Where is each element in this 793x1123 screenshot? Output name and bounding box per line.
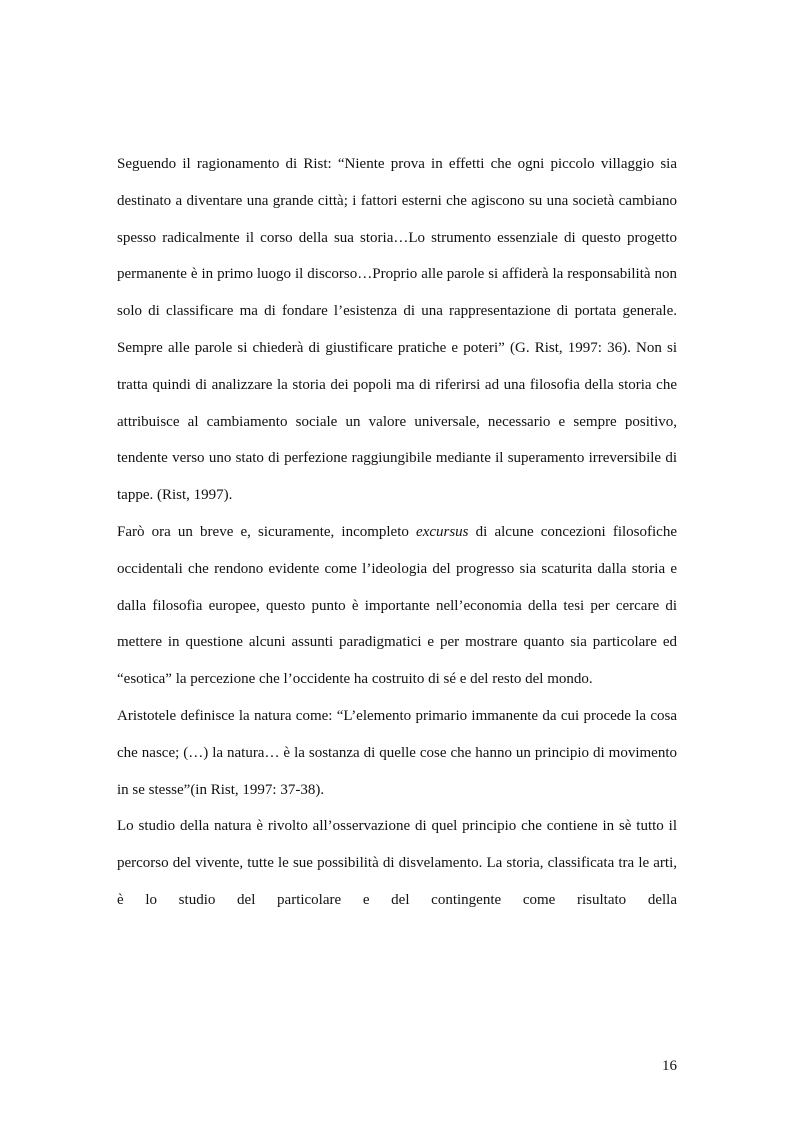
paragraph-2: [117, 514, 677, 698]
paragraph-2-italic-term: excursus: [416, 523, 469, 540]
paragraph-3-text: Aristotele definisce la natura come: “L’elemento primario immanente da cui procede la cosa che nasce; (…) la natura… è la sostanza di quelle cose che hanno un principio di movimento in se stesse”(in Rist, 1997: 37-38).: [117, 707, 677, 798]
paragraph-2-text-b: di alcune concezioni filosofiche occidentali che rendono evidente come l’ideologia del progresso sia scaturita dalla storia e dalla filosofia europee, questo punto è importante nell’economia della tesi per cercare di mettere in questione alcuni assunti paradigmatici e per mostrare quanto sia particolare ed “esotica” la percezione che l’occidente ha costruito di sé e del resto del mondo.: [117, 523, 677, 688]
body-text: [117, 146, 677, 919]
paragraph-4: [117, 808, 677, 918]
page-number: 16: [662, 1058, 677, 1074]
paragraph-2-text-a: Farò ora un breve e, sicuramente, incompleto: [117, 523, 417, 540]
paragraph-3: [117, 698, 677, 808]
paragraph-1: [117, 146, 677, 514]
paragraph-1-text: Seguendo il ragionamento di Rist: “Niente prova in effetti che ogni piccolo villaggio sia destinato a diventare una grande città; i fattori esterni che agiscono su una società cambiano spesso radicalmente il corso della sua storia…Lo strumento essenziale di questo progetto permanente è in primo luogo il discorso…Proprio alle parole si affiderà la responsabilità non solo di classificare ma di fondare l’esistenza di una rappresentazione di portata generale. Sempre alle parole si chiederà di giustificare pratiche e poteri” (G. Rist, 1997: 36). Non si tratta quindi di analizzare la storia dei popoli ma di riferirsi ad una filosofia della storia che attribuisce al cambiamento sociale un valore universale, necessario e sempre positivo, tendente verso uno stato di perfezione raggiungibile mediante il superamento irreversibile di tappe. (Rist, 1997).: [117, 156, 677, 504]
paragraph-4-text: Lo studio della natura è rivolto all’osservazione di quel principio che contiene in sè tutto il percorso del vivente, tutte le sue possibilità di disvelamento. La storia, classificata tra le arti, è lo studio del particolare e del contingente come risultato della: [117, 818, 677, 908]
